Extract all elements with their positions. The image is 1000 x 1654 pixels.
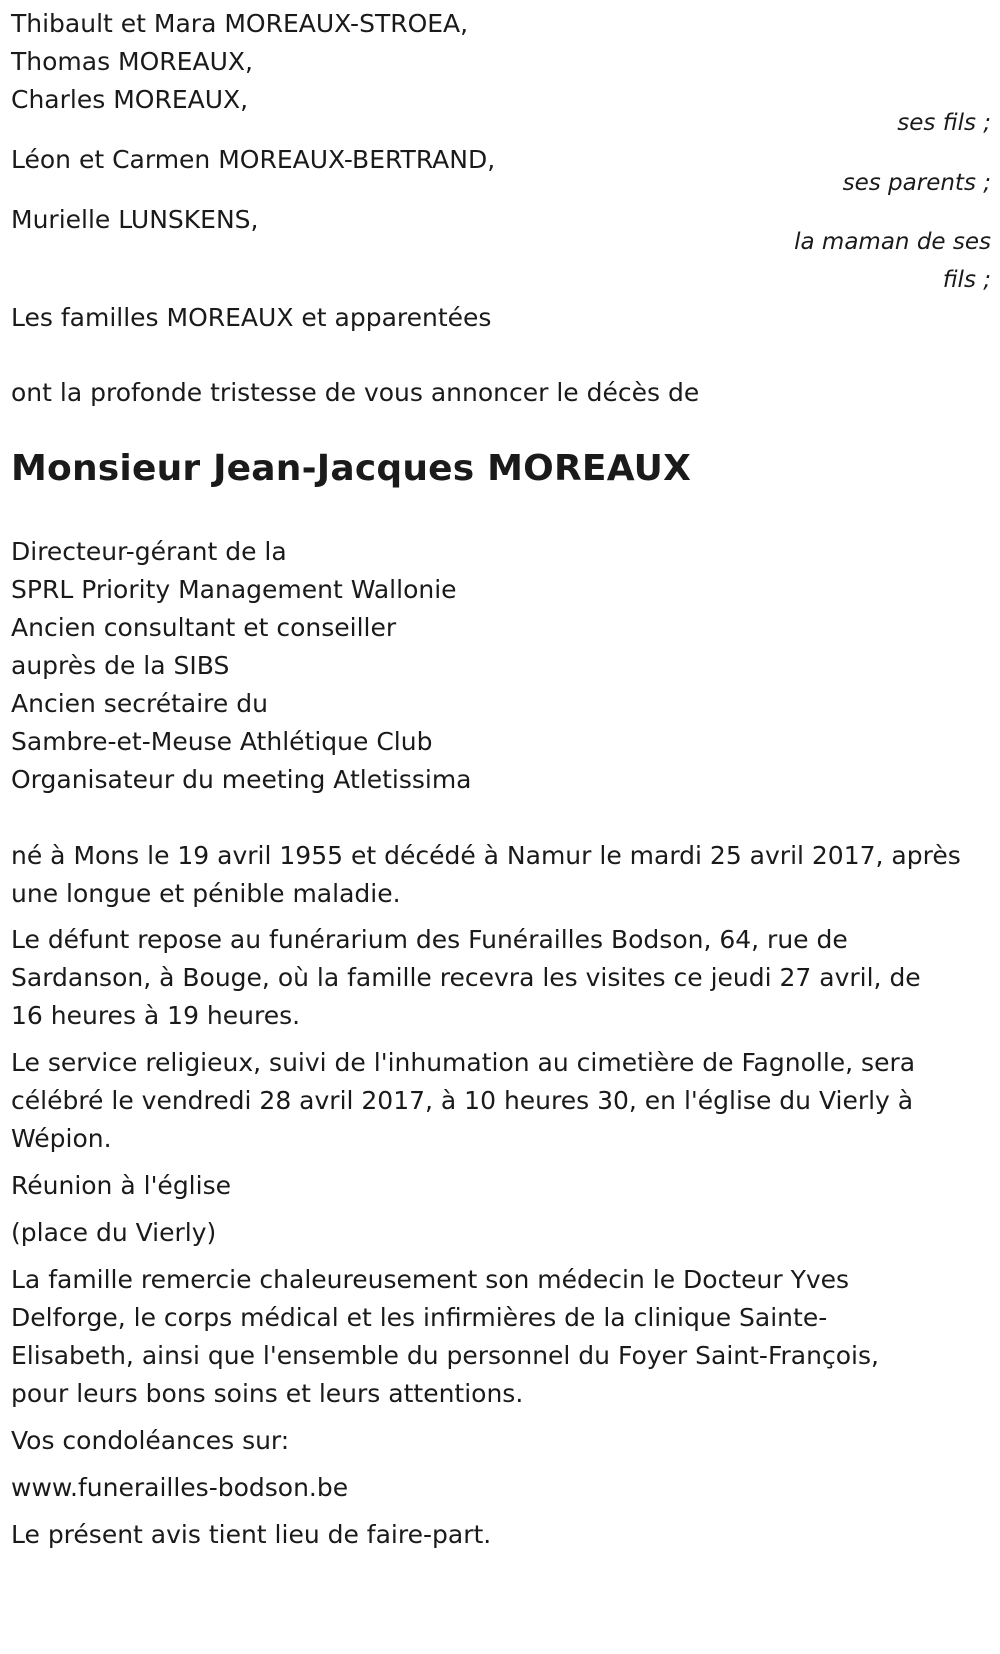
thanks-line-3: Elisabeth, ainsi que l'ensemble du personnel du Foyer Saint-François, [11, 1341, 879, 1370]
title-line-4: auprès de la SIBS [11, 651, 230, 680]
title-line-5: Ancien secrétaire du [11, 689, 268, 718]
repose-line-3: 16 heures à 19 heures. [11, 1001, 301, 1030]
thanks-line-2: Delforge, le corps médical et les infirmières de la clinique Sainte- [11, 1303, 828, 1332]
son-3: Charles MOREAUX, [11, 85, 249, 114]
deceased-name: Monsieur Jean-Jacques MOREAUX [11, 448, 692, 489]
son-2: Thomas MOREAUX, [11, 47, 253, 76]
title-line-1: Directeur-gérant de la [11, 537, 287, 566]
notice-text: Le présent avis tient lieu de faire-part. [11, 1520, 492, 1549]
son-1: Thibault et Mara MOREAUX-STROEA, [11, 9, 469, 38]
sons-relation: ses fils ; [897, 110, 991, 136]
repose-line-2: Sardanson, à Bouge, où la famille recevra les visites ce jeudi 27 avril, de [11, 963, 921, 992]
announcement: ont la profonde tristesse de vous annoncer le décès de [11, 378, 700, 407]
meeting-line-2: (place du Vierly) [11, 1218, 217, 1247]
service-line-1: Le service religieux, suivi de l'inhumation au cimetière de Fagnolle, sera [11, 1048, 916, 1077]
title-line-3: Ancien consultant et conseiller [11, 613, 397, 642]
birth-death-line-2: une longue et pénible maladie. [11, 879, 401, 908]
thanks-line-1: La famille remercie chaleureusement son médecin le Docteur Yves [11, 1265, 850, 1294]
birth-death-line-1: né à Mons le 19 avril 1955 et décédé à Namur le mardi 25 avril 2017, après [11, 841, 961, 870]
condolences-label: Vos condoléances sur: [11, 1426, 290, 1455]
website-link[interactable]: www.funerailles-bodson.be [11, 1473, 349, 1502]
meeting-line-1: Réunion à l'église [11, 1171, 231, 1200]
title-line-2: SPRL Priority Management Wallonie [11, 575, 457, 604]
title-line-6: Sambre-et-Meuse Athlétique Club [11, 727, 433, 756]
mother-relation-2: fils ; [942, 267, 991, 293]
parents: Léon et Carmen MOREAUX-BERTRAND, [11, 145, 496, 174]
thanks-line-4: pour leurs bons soins et leurs attentions. [11, 1379, 524, 1408]
mother: Murielle LUNSKENS, [11, 205, 259, 234]
mother-relation-1: la maman de ses [794, 229, 991, 255]
title-line-7: Organisateur du meeting Atletissima [11, 765, 472, 794]
parents-relation: ses parents ; [842, 170, 991, 196]
families: Les familles MOREAUX et apparentées [11, 303, 492, 332]
service-line-2: célébré le vendredi 28 avril 2017, à 10 heures 30, en l'église du Vierly à [11, 1086, 914, 1115]
service-line-3: Wépion. [11, 1124, 112, 1153]
repose-line-1: Le défunt repose au funérarium des Funérailles Bodson, 64, rue de [11, 925, 848, 954]
